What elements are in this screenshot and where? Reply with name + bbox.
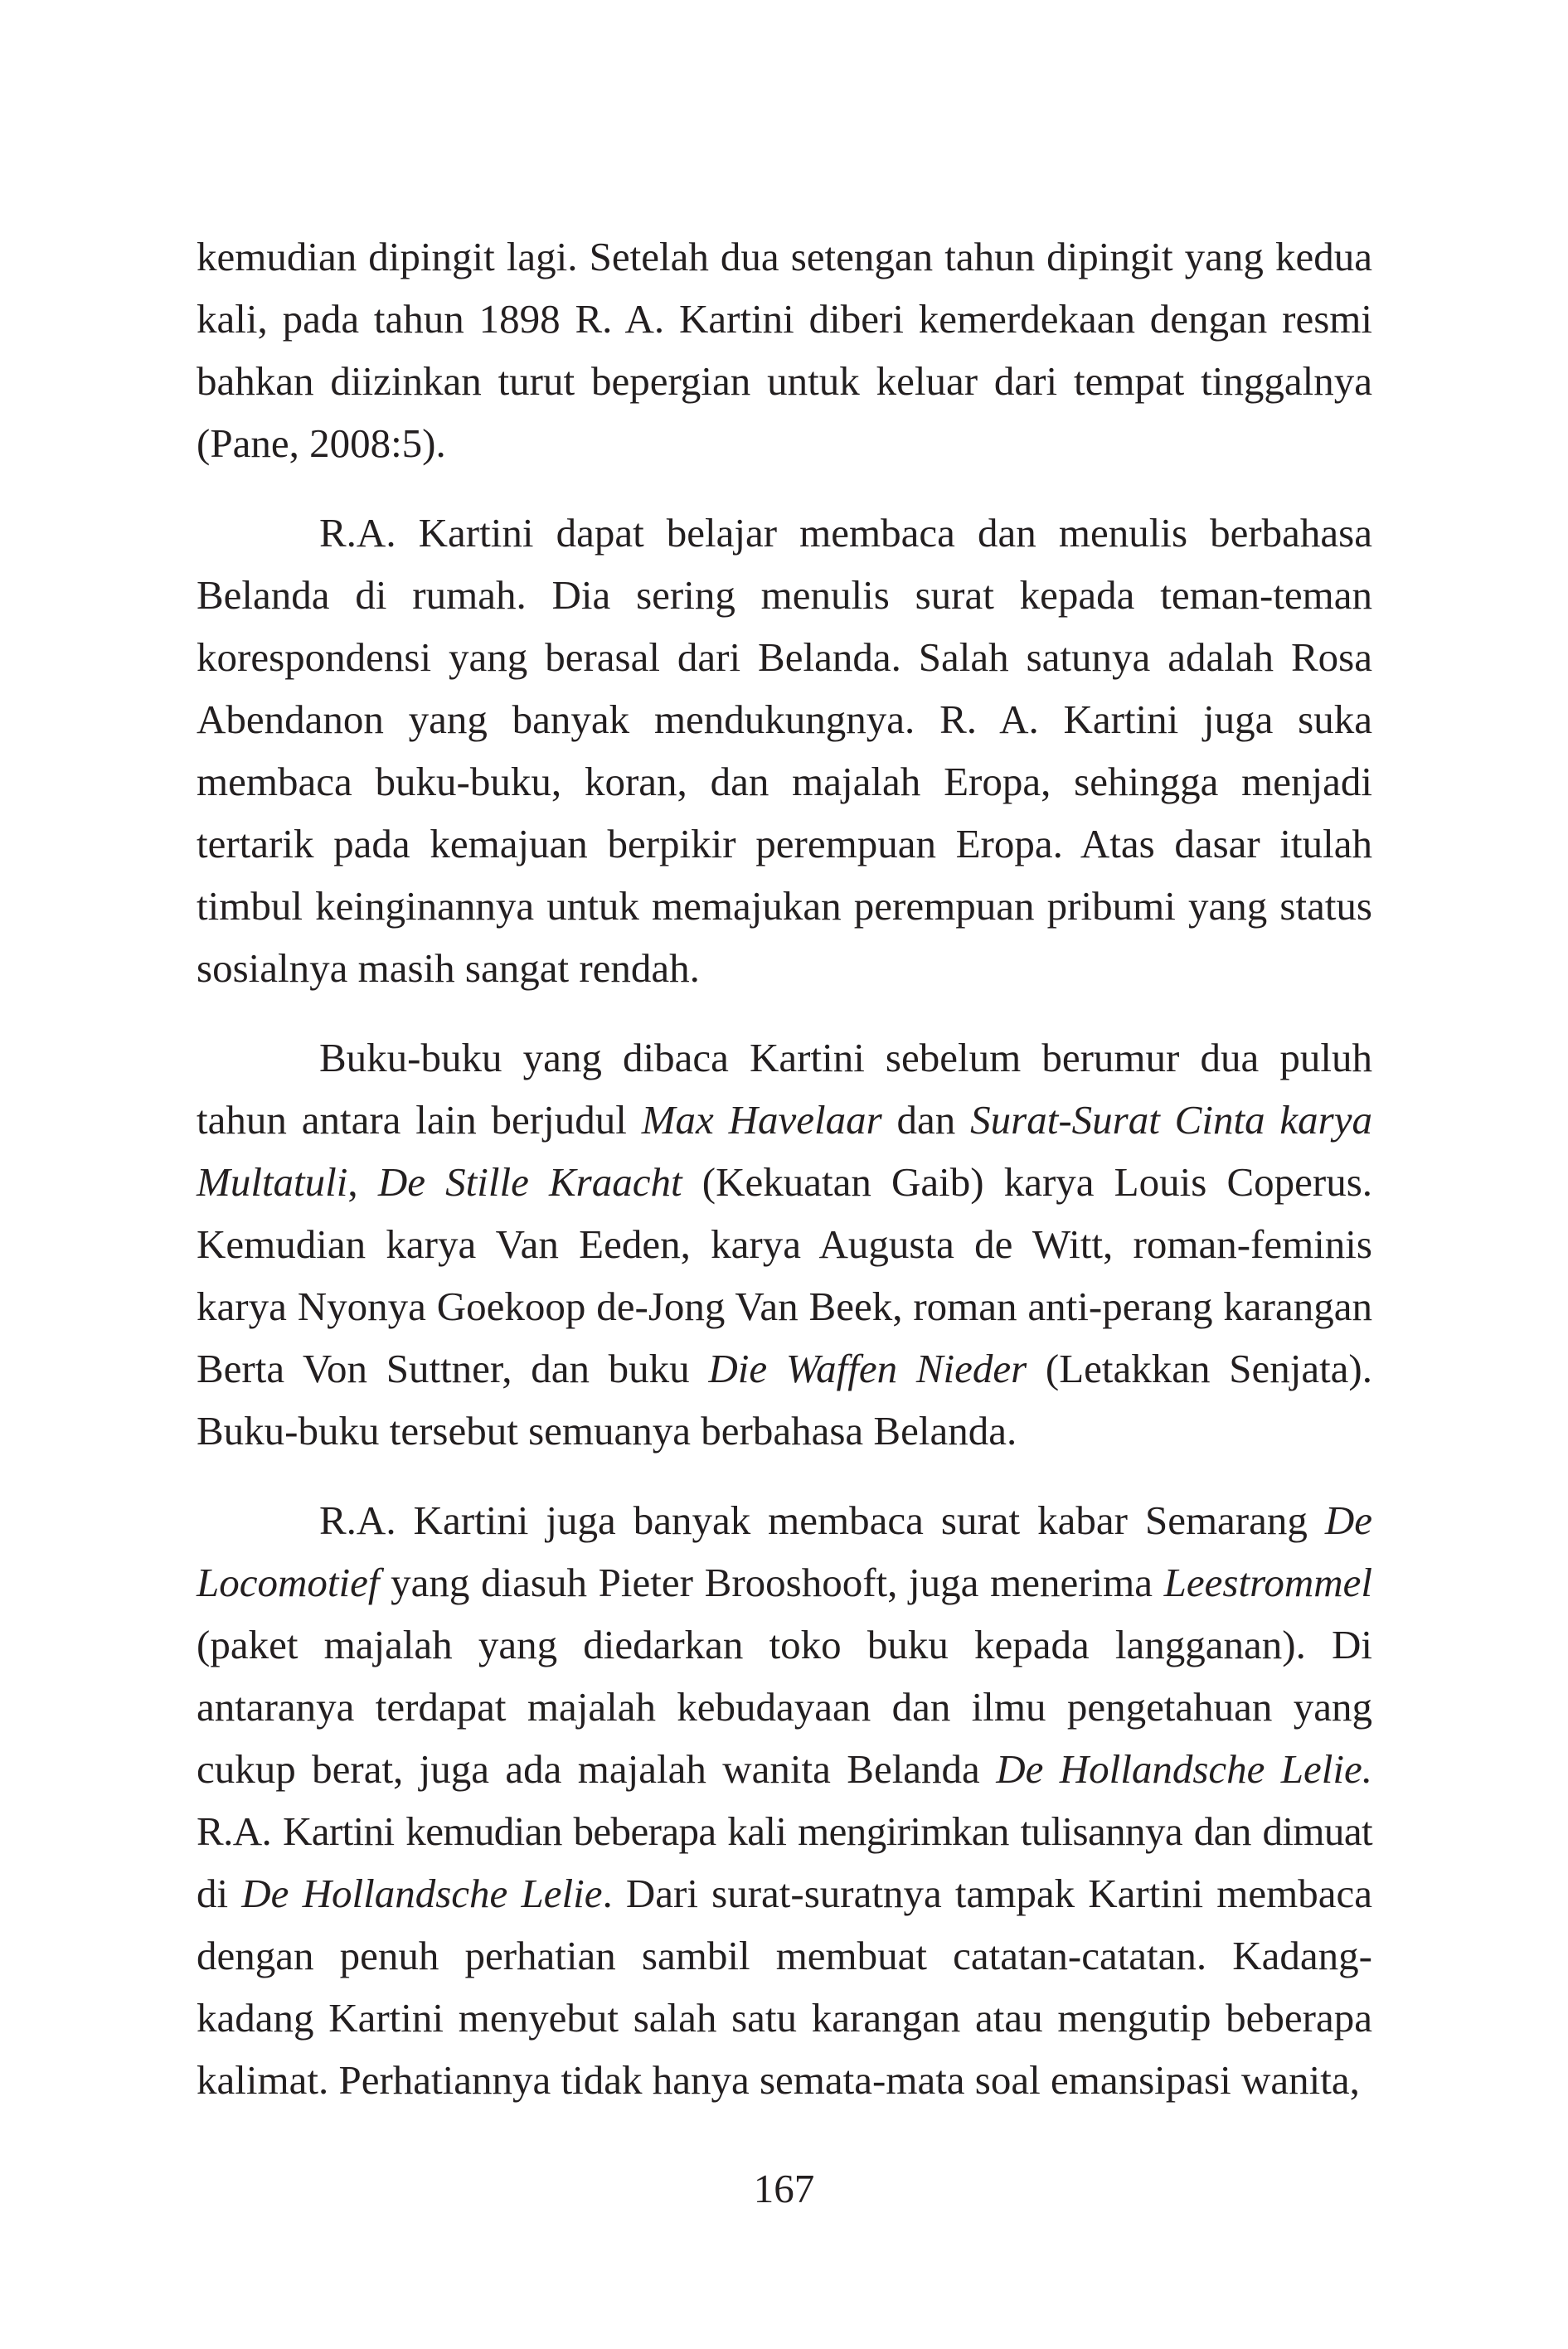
text-run: R.A. Kartini juga banyak membaca surat kabar Semarang	[319, 1497, 1325, 1543]
italic-title: De Hollandsche Lelie	[241, 1871, 603, 1916]
italic-title: Leestrommel	[1163, 1560, 1372, 1605]
paragraph-gap	[197, 1462, 1372, 1489]
text-run: kemudian dipingit lagi. Setelah dua setengan tahun dipingit yang kedua kali, pada tahun 1898 R. A. Kartini diberi kemerdekaan dengan resmi bahkan diizinkan turut bepergian untuk keluar dari tempat tinggalnya (Pane, 2008:5).	[197, 234, 1372, 466]
italic-title: Die Waffen Nieder	[708, 1346, 1027, 1391]
text-run: (paket majalah yang diedarkan toko buku kepada langganan). Di antaranya terdapat majalah kebudayaan dan ilmu pengetahuan yang cukup berat, juga ada majalah wanita Belanda	[197, 1622, 1372, 1792]
paragraph-gap	[197, 999, 1372, 1026]
paragraph-1	[197, 226, 1372, 474]
italic-title: De Stille Kraacht	[377, 1159, 682, 1205]
paragraph-4	[197, 1489, 1372, 2111]
text-run: R.A. Kartini kemudian beberapa kali mengirimkan tulisannya dan dimuat	[197, 1808, 1372, 1854]
text-run: ,	[347, 1159, 378, 1205]
italic-title: Max Havelaar	[641, 1097, 882, 1143]
body-text	[197, 226, 1372, 2111]
text-run: R.A. Kartini dapat belajar membaca dan menulis berbahasa Belanda di rumah. Dia sering menulis surat kepada teman-teman korespondensi yang berasal dari Belanda. Salah satunya adalah Rosa Abendanon yang banyak mendukungnya. R. A. Kartini juga suka membaca buku-buku, koran, dan majalah Eropa, sehingga menjadi tertarik pada kemajuan berpikir perempuan Eropa. Atas dasar itulah timbul keinginannya untuk memajukan perempuan pribumi yang status sosialnya masih sangat rendah.	[197, 510, 1372, 991]
italic-title: Surat-Surat Cinta karya Multatuli	[197, 1097, 1372, 1205]
text-run: . Dari surat-suratnya tampak Kartini membaca dengan penuh perhatian sambil membuat catatan-catatan. Kadang-kadang Kartini menyebut salah satu karangan atau mengutip beberapa kalimat. Perhatiannya tidak hanya semata-mata soal emansipasi wanita,	[197, 1871, 1372, 2103]
text-run: yang diasuh Pieter Brooshooft, juga menerima	[379, 1560, 1164, 1605]
italic-title: De Hollandsche Lelie.	[996, 1746, 1372, 1792]
paragraph-gap	[197, 474, 1372, 502]
text-run: (Kekuatan Gaib) karya Louis Coperus. Kemudian karya Van Eeden, karya Augusta de Witt, roman-feminis karya Nyonya Goekoop de-Jong Van Beek, roman anti-perang karangan Berta Von Suttner, dan buku	[197, 1159, 1373, 1391]
italic-title: De Locomotief	[197, 1497, 1372, 1605]
text-run: Buku-buku yang dibaca Kartini sebelum berumur dua puluh tahun antara lain berjudul	[197, 1035, 1372, 1143]
page-number: 167	[753, 2166, 815, 2211]
text-run: dan	[881, 1097, 971, 1143]
text-run: di	[197, 1871, 242, 1916]
text-run: (Letakkan Senjata). Buku-buku tersebut semuanya berbahasa Belanda.	[197, 1346, 1373, 1454]
paragraph-3	[197, 1026, 1372, 1462]
paragraph-2	[197, 502, 1372, 999]
